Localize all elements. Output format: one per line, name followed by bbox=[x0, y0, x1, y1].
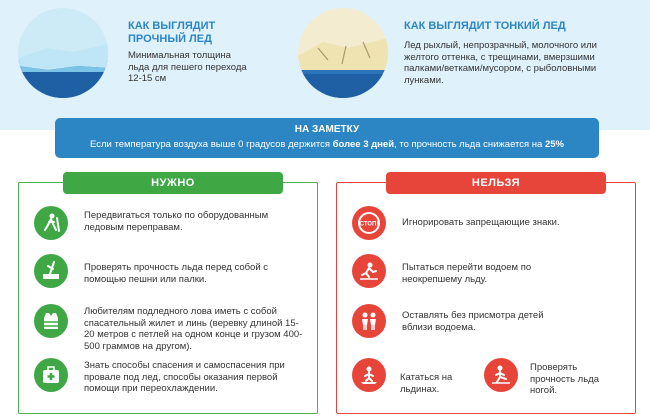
children-icon bbox=[352, 304, 386, 338]
strong-ice-description: Минимальная толщина льда для пешего перехода 12-15 см bbox=[128, 50, 247, 84]
life-vest-icon bbox=[34, 304, 68, 338]
dont-item-4-text: Кататься на льдинах. bbox=[400, 372, 453, 395]
first-aid-icon bbox=[34, 358, 68, 392]
thin-ice-description: Лед рыхлый, непрозрачный, молочного или желтого оттенка, с трещинами, вмерзшими палками/ветками/мусором, с рыболовными лунками. bbox=[404, 40, 597, 86]
stop-sign-text: СТОП! bbox=[359, 221, 379, 228]
dont-item-2-text: Пытаться перейти водоем по неокрепшему льду. bbox=[402, 262, 532, 285]
note-text: Если температура воздуха выше 0 градусов держится более 3 дней, то прочность льда снижается на 25% bbox=[89, 139, 564, 150]
person-walking-icon bbox=[34, 206, 68, 240]
dont-item-3-text: Оставлять без присмотра детей вблизи водоема. bbox=[402, 310, 544, 333]
do-item-3-text: Любителям подледного лова иметь с собой спасательный жилет и линь (веревку длиной 15-20 метров с петлей на одном конце и грузом 400-500 граммов на другом). bbox=[84, 306, 303, 352]
person-falling-icon bbox=[352, 254, 386, 288]
dont-item-5-text: Проверять прочность льда ногой. bbox=[530, 362, 599, 396]
thin-ice-title: КАК ВЫГЛЯДИТ ТОНКИЙ ЛЕД bbox=[404, 20, 566, 32]
do-item-1-text: Передвигаться только по оборудованным ледовым переправам. bbox=[84, 210, 269, 233]
ice-floe-icon bbox=[352, 358, 386, 392]
dont-item-1-text: Игнорировать запрещающие знаки. bbox=[402, 217, 560, 228]
thin-ice-illustration bbox=[298, 8, 388, 98]
strong-ice-illustration bbox=[18, 8, 108, 98]
do-item-4-text: Знать способы спасения и самоспасения при провале под лед, способы оказания первой помощи при переохлаждении. bbox=[84, 360, 285, 394]
ice-check-icon bbox=[34, 254, 68, 288]
do-header: НУЖНО bbox=[63, 172, 283, 194]
do-item-2-text: Проверять прочность льда перед собой с помощью пешни или палки. bbox=[84, 262, 269, 285]
strong-ice-title: КАК ВЫГЛЯДИТ ПРОЧНЫЙ ЛЕД bbox=[128, 20, 216, 45]
note-title: НА ЗАМЕТКУ bbox=[294, 124, 360, 135]
stop-sign-icon bbox=[352, 206, 386, 240]
note-box bbox=[55, 118, 599, 158]
foot-check-icon bbox=[484, 358, 518, 392]
dont-header: НЕЛЬЗЯ bbox=[386, 172, 606, 194]
